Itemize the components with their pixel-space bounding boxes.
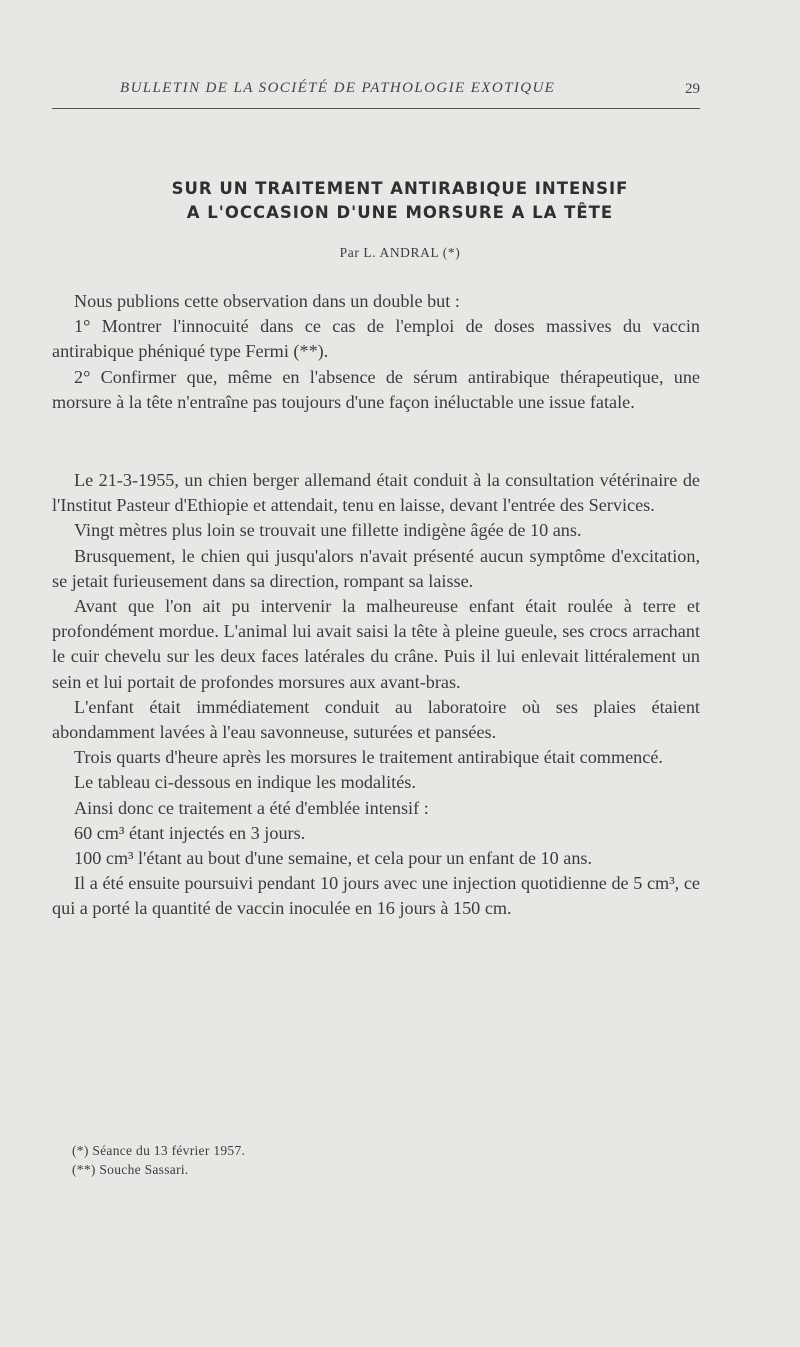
- paragraph: Trois quarts d'heure après les morsures le traitement antirabique était commencé.: [74, 747, 663, 768]
- paragraph: Le 21-3-1955, un chien berger allemand était conduit à la consultation vétérinaire de l'Institut Pasteur d'Ethiopie et attendait, tenu en laisse, devant l'entrée des Services.: [52, 470, 700, 516]
- footnote: (*) Séance du 13 février 1957.: [72, 1143, 246, 1158]
- running-head: [52, 80, 700, 108]
- article-author: Par L. ANDRAL (*): [339, 245, 461, 260]
- article-title: [0, 177, 800, 225]
- article-title-line-2: A L'OCCASION D'UNE MORSURE A LA TÊTE: [186, 203, 614, 222]
- paragraph: Il a été ensuite poursuivi pendant 10 jours avec une injection quotidienne de 5 cm³, ce qui a porté la quantité de vaccin inoculée en 16 jours à 150 cm.: [52, 873, 700, 919]
- journal-title: BULLETIN DE LA SOCIÉTÉ DE PATHOLOGIE EXOTIQUE: [120, 80, 556, 96]
- paragraph: Vingt mètres plus loin se trouvait une fillette indigène âgée de 10 ans.: [74, 520, 582, 541]
- paragraph: Nous publions cette observation dans un double but :: [74, 291, 460, 311]
- page-number: 29: [685, 81, 700, 97]
- introduction: [52, 289, 700, 415]
- paragraph: Le tableau ci-dessous en indique les modalités.: [74, 772, 416, 793]
- footnote: (**) Souche Sassari.: [72, 1162, 189, 1177]
- paragraph: 2° Confirmer que, même en l'absence de sérum antirabique thérapeutique, une morsure à la tête n'entraîne pas toujours d'une façon inéluctable une issue fatale.: [52, 366, 700, 412]
- paragraph: 60 cm³ étant injectés en 3 jours.: [74, 822, 306, 843]
- footnotes: [72, 1141, 245, 1179]
- header-rule: [52, 108, 700, 109]
- article-title-line-1: SUR UN TRAITEMENT ANTIRABIQUE INTENSIF: [171, 179, 629, 198]
- paragraph: Avant que l'on ait pu intervenir la malheureuse enfant était roulée à terre et profondément mordue. L'animal lui avait saisi la tête à pleine gueule, ses crocs arrachant le cuir chevelu sur les deux faces latérales du crâne. Puis il lui enlevait littéralement un sein et lui portait de profondes morsures aux avant-bras.: [52, 596, 700, 692]
- paragraph: Brusquement, le chien qui jusqu'alors n'avait présenté aucun symptôme d'excitation, se jetait furieusement dans sa direction, rompant sa laisse.: [52, 545, 700, 591]
- case-report: [52, 468, 700, 922]
- paragraph: 100 cm³ l'étant au bout d'une semaine, et cela pour un enfant de 10 ans.: [74, 848, 593, 869]
- paragraph: 1° Montrer l'innocuité dans ce cas de l'emploi de doses massives du vaccin antirabique phéniqué type Fermi (**).: [52, 316, 700, 362]
- paragraph: Ainsi donc ce traitement a été d'emblée intensif :: [74, 797, 429, 818]
- paragraph: L'enfant était immédiatement conduit au laboratoire où ses plaies étaient abondamment lavées à l'eau savonneuse, suturées et pansées.: [52, 696, 700, 743]
